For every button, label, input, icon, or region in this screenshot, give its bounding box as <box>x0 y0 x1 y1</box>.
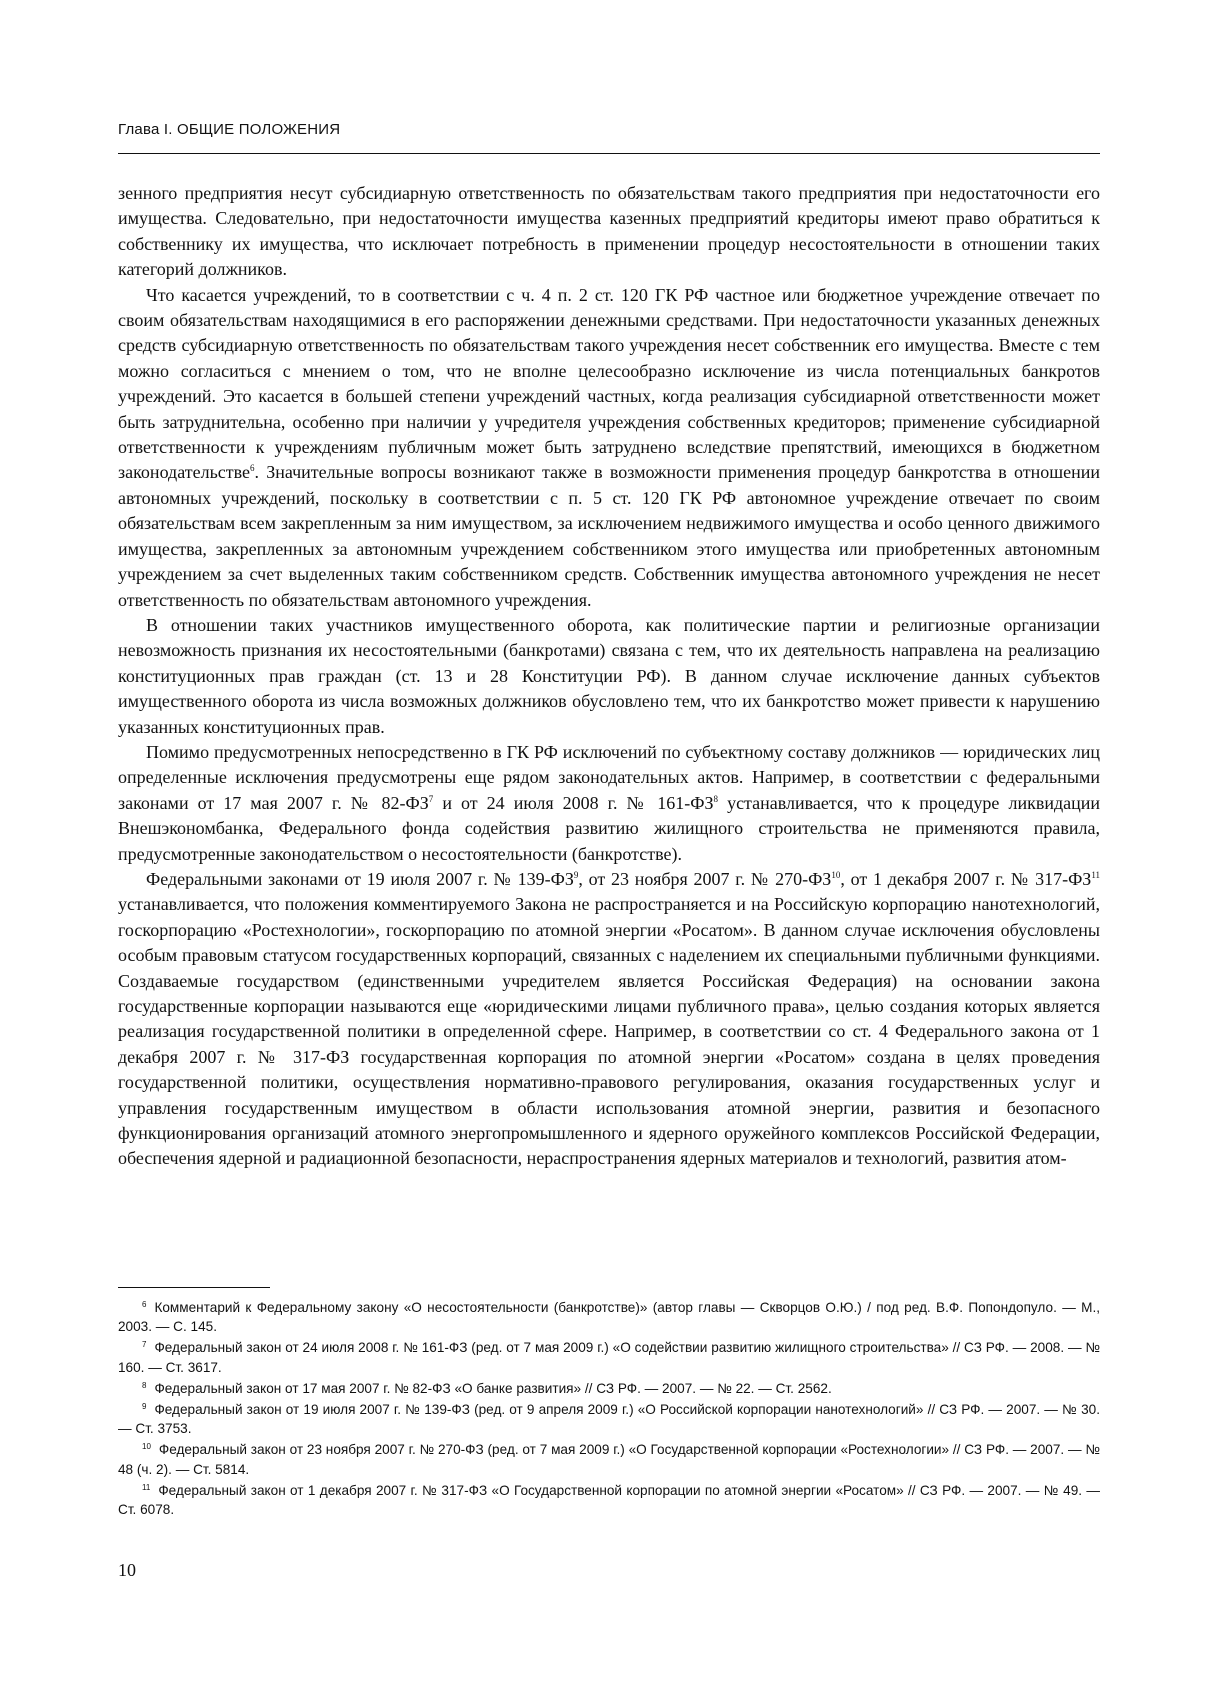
header-rule <box>118 153 1100 154</box>
footnote-number: 11 <box>142 1482 151 1492</box>
footnote-number: 9 <box>142 1402 147 1412</box>
paragraph-4-text-a: Помимо предусмотренных непосредственно в ГК РФ исключений по субъектному составу должников — юридических лиц определенные исключения предусмотрены еще рядом законодательных актов. Например, в соответствии с федеральными законами от 17 мая 2007 г. № 82-ФЗ <box>118 741 1100 813</box>
paragraph-1-text: зенного предприятия несут субсидиарную ответственность по обязательствам такого предприятия при недостаточности его имущества. Следовательно, при недостаточности имущества казенных предприятий кредиторы имеют право обратиться к собственнику их имущества, что исключает потребность в применении процедур несостоятельности в отношении таких категорий должников. <box>118 183 1100 280</box>
footnote-10 <box>118 1440 1100 1478</box>
footnote-number: 10 <box>142 1442 151 1452</box>
paragraph-4-text-c: устанавливается, что к процедуре ликвидации Внешэкономбанка, Федерального фонда содействия развитию жилищного строительства не применяются правила, предусмотренные законодательством о несостоятельности (банкротстве). <box>118 792 1100 864</box>
footnote-8 <box>118 1379 1100 1398</box>
footnote-separator <box>118 1287 270 1288</box>
paragraph-2-text-b: . Значительные вопросы возникают также в возможности применения процедур банкротства в отношении автономных учреждений, поскольку в соответствии с п. 5 ст. 120 ГК РФ автономное учреждение отвечает по своим обязательствам всем закрепленным за ним имуществом, за исключением недвижимого имущества и особо ценного движимого имущества, закрепленных за автономным учреждением собственником этого имущества или приобретенных автономным учреждением за счет выделенных таким собственником средств. Собственник имущества автономного учреждения не несет ответственность по обязательствам автономного учреждения. <box>118 462 1100 610</box>
footnote-number: 7 <box>142 1340 147 1350</box>
footnotes <box>118 1298 1100 1521</box>
footnote-number: 6 <box>142 1300 147 1309</box>
footnote-text: Федеральный закон от 24 июля 2008 г. № 161-ФЗ (ред. от 7 мая 2009 г.) «О содействии развитию жилищного строительства» // СЗ РФ. — 2008. — № 160. — Ст. 3617. <box>118 1340 1100 1375</box>
footnote-ref-8[interactable]: 8 <box>713 793 719 804</box>
paragraph-2-text-a: Что касается учреждений, то в соответствии с ч. 4 п. 2 ст. 120 ГК РФ частное или бюджетное учреждение отвечает по своим обязательствам находящимися в его распоряжении денежными средствами. При недостаточности указанных денежных средств субсидиарную ответственность по обязательствам такого учреждения несет собственник его имущества. Вместе с тем можно согласиться с мнением о том, что не вполне целесообразно исключение из числа потенциальных банкротов учреждений. Это касается в большей степени учреждений частных, когда реализация субсидиарной ответственности может быть затруднительна, особенно при наличии у учредителя учреждения собственных кредиторов; применение субсидиарной ответственности к учреждениям публичным может быть затруднено вследствие препятствий, имеющихся в бюджетном законодательстве <box>118 284 1100 483</box>
paragraph-5-text-c: , от 1 декабря 2007 г. № 317-ФЗ <box>840 868 1092 889</box>
footnote-7 <box>118 1338 1100 1376</box>
running-header: Глава I. ОБЩИЕ ПОЛОЖЕНИЯ <box>118 121 341 138</box>
footnote-number: 8 <box>142 1380 147 1390</box>
footnote-text: Федеральный закон от 17 мая 2007 г. № 82-ФЗ «О банке развития» // СЗ РФ. — 2007. — № 22. — Ст. 2562. <box>154 1380 832 1396</box>
paragraph-3 <box>118 613 1100 740</box>
footnote-text: Федеральный закон от 19 июля 2007 г. № 139-ФЗ (ред. от 9 апреля 2009 г.) «О Российской корпорации нанотехнологий» // СЗ РФ. — 2007. — № 30. — Ст. 3753. <box>118 1402 1100 1437</box>
paragraph-5-text-a: Федеральными законами от 19 июля 2007 г. № 139-ФЗ <box>146 868 574 889</box>
paragraph-4-text-b: и от 24 июля 2008 г. № 161-ФЗ <box>433 792 714 813</box>
paragraph-4 <box>118 740 1100 867</box>
footnote-ref-10[interactable]: 10 <box>831 869 841 880</box>
footnote-ref-11[interactable]: 11 <box>1091 869 1100 880</box>
paragraph-5-text-d: устанавливается, что положения комментируемого Закона не распространяется и на Российскую корпорацию нанотехнологий, госкорпорацию «Ростехнологии», госкорпорацию по атомной энергии «Росатом». В данном случае исключения обусловлены особым правовым статусом государственных корпораций, связанных с наделением их специальными публичными функциями. Создаваемые государством (единственными учредителем является Российская Федерация) на основании закона государственные корпорации называются еще «юридическими лицами публичного права», целью создания которых является реализация государственной политики в определенной сфере. Например, в соответствии со ст. 4 Федерального закона от 1 декабря 2007 г. № 317-ФЗ государственная корпорация по атомной энергии «Росатом» создана в целях проведения государственной политики, осуществления нормативно-правового регулирования, оказания государственных услуг и управления государственным имуществом в области использования атомной энергии, развития и безопасного функционирования организаций атомного энергопромышленного и ядерного оружейного комплексов Российской Федерации, обеспечения ядерной и радиационной безопасности, нераспространения ядерных материалов и технологий, развития атом- <box>118 894 1100 1169</box>
page-number: 10 <box>118 1560 136 1580</box>
paragraph-5-text-b: , от 23 ноября 2007 г. № 270-ФЗ <box>578 868 832 889</box>
footnote-6 <box>118 1298 1100 1336</box>
footnote-ref-6[interactable]: 6 <box>250 463 255 474</box>
footnote-text: Федеральный закон от 23 ноября 2007 г. № 270-ФЗ (ред. от 7 мая 2009 г.) «О Государственной корпорации «Ростехнологии» // СЗ РФ. — 2007. — № 48 (ч. 2). — Ст. 5814. <box>118 1442 1100 1477</box>
body-text <box>118 181 1100 1172</box>
footnote-9 <box>118 1400 1100 1438</box>
paragraph-5 <box>118 867 1100 1172</box>
paragraph-3-text: В отношении таких участников имущественного оборота, как политические партии и религиозные организации невозможность признания их несостоятельными (банкротами) связана с тем, что их деятельность направлена на реализацию конституционных прав граждан (ст. 13 и 28 Конституции РФ). В данном случае исключение данных субъектов имущественного оборота из числа возможных должников обусловлено тем, что их банкротство может привести к нарушению указанных конституционных прав. <box>118 614 1100 737</box>
footnote-ref-7[interactable]: 7 <box>428 793 434 804</box>
footnote-11 <box>118 1481 1100 1519</box>
footnote-text: Комментарий к Федеральному закону «О несостоятельности (банкротстве)» (автор главы — Скворцов О.Ю.) / под ред. В.Ф. Попондопуло. — М., 2003. — С. 145. <box>118 1300 1100 1335</box>
footnote-text: Федеральный закон от 1 декабря 2007 г. № 317-ФЗ «О Государственной корпорации по атомной энергии «Росатом» // СЗ РФ. — 2007. — № 49. — Ст. 6078. <box>118 1482 1100 1518</box>
paragraph-1 <box>118 181 1100 283</box>
footnote-ref-9[interactable]: 9 <box>573 869 579 880</box>
paragraph-2 <box>118 283 1100 613</box>
